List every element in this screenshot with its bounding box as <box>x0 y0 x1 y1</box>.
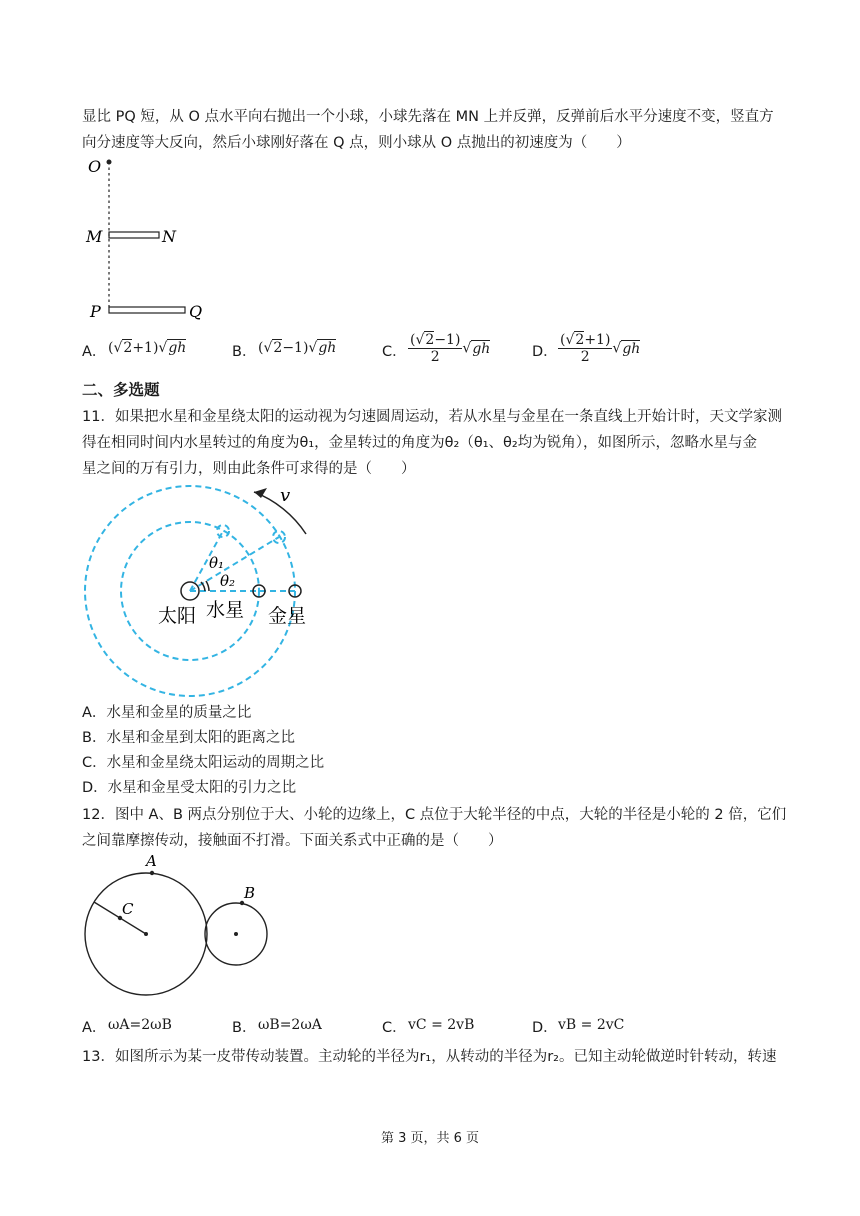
q11-text-line2: 得在相同时间内水星转过的角度为θ₁，金星转过的角度为θ₂（θ₁、θ₂均为锐角），如图所示，忽略水星与金 <box>82 435 757 451</box>
label-mercury: 水星 <box>206 599 245 621</box>
label-N: N <box>162 227 176 246</box>
q12-option-c-expr: vC = 2vB <box>408 1017 475 1033</box>
label-v: v <box>280 485 291 506</box>
q11-text-line1: 11．如果把水星和金星绕太阳的运动视为匀速圆周运动，若从水星与金星在一条直线上开始计时，天文学家测 <box>82 409 782 425</box>
label-theta1: θ₁ <box>209 554 225 572</box>
q10-option-a-label: A． <box>82 344 107 360</box>
q11-text-line3: 星之间的万有引力，则由此条件可求得的是（ ） <box>82 461 416 477</box>
q12-text-line2: 之间靠摩擦传动，接触面不打滑。下面关系式中正确的是（ ） <box>82 833 503 849</box>
section-title: 二、多选题 <box>82 381 160 399</box>
q12-wheels-figure <box>82 852 282 1002</box>
label-C: C <box>122 900 134 918</box>
label-O: O <box>88 157 102 176</box>
q10-option-b-expr: (√2−1)√gh <box>258 340 337 356</box>
q10-option-c-label: C． <box>382 344 407 360</box>
q13-text-line1: 13．如图所示为某一皮带传动装置。主动轮的半径为r₁，从转动的半径为r₂。已知主动轮做逆时针转动，转速 <box>82 1049 777 1065</box>
q10-text-line2: 向分速度等大反向，然后小球刚好落在 Q 点，则小球从 O 点抛出的初速度为（ ） <box>82 135 631 151</box>
q12-text-line1: 12．图中 A、B 两点分别位于大、小轮的边缘上，C 点位于大轮半径的中点，大轮的半径是小轮的 2 倍，它们 <box>82 807 787 823</box>
q11-orbit-figure <box>82 478 322 698</box>
q10-option-c-expr: $\frac{(√2-1)}{2}$ √gh <box>410 332 491 365</box>
label-M: M <box>86 227 103 246</box>
q12-option-d-label: D． <box>532 1020 558 1036</box>
label-Q: Q <box>189 302 203 321</box>
label-venus: 金星 <box>268 605 307 627</box>
label-A: A <box>146 852 157 870</box>
q11-option-c: C．水星和金星绕太阳运动的周期之比 <box>82 755 325 771</box>
q10-option-d-expr: $\frac{(√2+1)}{2}$ √gh <box>560 332 641 365</box>
q10-text-line1: 显比 PQ 短，从 O 点水平向右抛出一个小球，小球先落在 MN 上并反弹，反弹前后水平分速度不变，竖直方 <box>82 109 774 125</box>
label-P: P <box>90 302 101 321</box>
q12-option-d-expr: vB = 2vC <box>558 1017 625 1033</box>
q12-option-b-label: B． <box>232 1020 257 1036</box>
page-footer: 第 3 页，共 6 页 <box>380 1131 480 1146</box>
q10-figure <box>82 150 222 330</box>
label-theta2: θ₂ <box>220 572 236 590</box>
q11-option-a: A．水星和金星的质量之比 <box>82 705 252 721</box>
q10-option-b-label: B． <box>232 344 257 360</box>
label-sun: 太阳 <box>158 605 197 627</box>
q12-option-b-expr: ωB=2ωA <box>258 1017 322 1033</box>
q11-option-b: B．水星和金星到太阳的距离之比 <box>82 730 295 746</box>
q12-option-a-expr: ωA=2ωB <box>108 1017 172 1033</box>
q10-option-a-expr: (√2+1)√gh <box>108 340 187 356</box>
label-B: B <box>244 884 256 902</box>
q12-option-c-label: C． <box>382 1020 407 1036</box>
q11-option-d: D．水星和金星受太阳的引力之比 <box>82 780 297 796</box>
q10-option-d-label: D． <box>532 344 558 360</box>
q12-option-a-label: A． <box>82 1020 107 1036</box>
